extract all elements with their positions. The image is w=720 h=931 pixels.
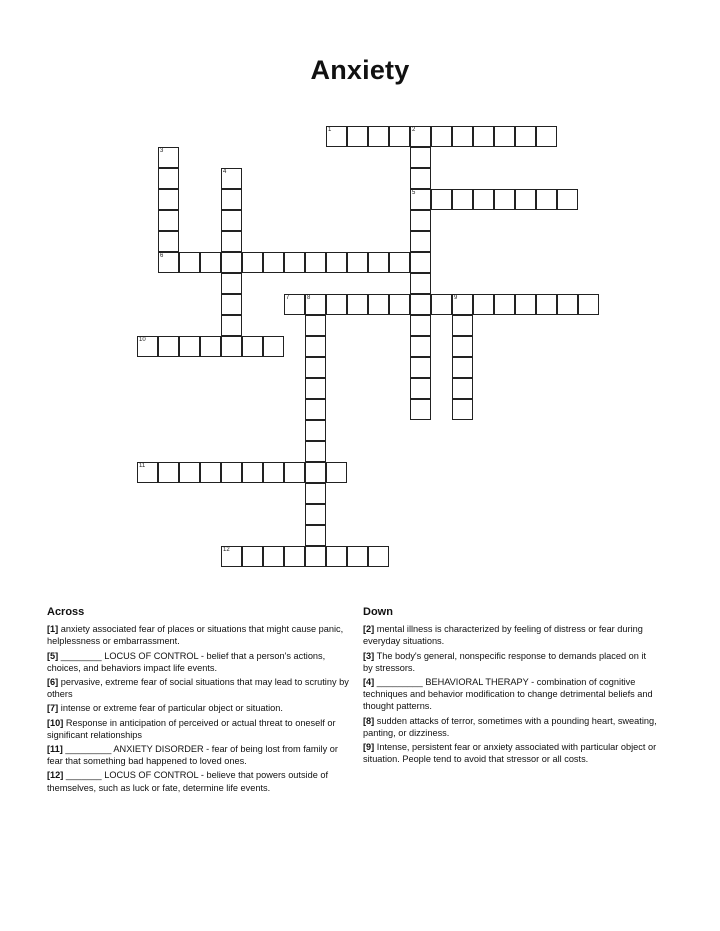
grid-cell[interactable] — [452, 357, 473, 378]
grid-cell[interactable] — [305, 357, 326, 378]
clue-text: anxiety associated fear of places or situations that might cause panic, helplessness or embarrassment. — [47, 624, 344, 647]
cell-number: 2 — [412, 127, 416, 133]
grid-cell[interactable] — [410, 336, 431, 357]
grid-cell-4[interactable] — [221, 168, 242, 189]
grid-cell[interactable] — [326, 294, 347, 315]
grid-cell[interactable] — [158, 210, 179, 231]
grid-cell[interactable] — [242, 252, 263, 273]
clue-number: [5] — [47, 650, 59, 661]
grid-cell[interactable] — [221, 315, 242, 336]
grid-cell[interactable] — [515, 126, 536, 147]
grid-cell[interactable] — [410, 399, 431, 420]
grid-cell-6[interactable] — [158, 252, 179, 273]
grid-cell[interactable] — [431, 189, 452, 210]
grid-cell[interactable] — [347, 294, 368, 315]
grid-cell[interactable] — [179, 462, 200, 483]
grid-cell-11[interactable] — [137, 462, 158, 483]
grid-cell[interactable] — [242, 336, 263, 357]
down-clue-4 — [363, 676, 658, 713]
grid-cell[interactable] — [179, 252, 200, 273]
clue-number: [11] — [47, 744, 63, 755]
grid-cell[interactable] — [368, 252, 389, 273]
cell-number: 8 — [307, 295, 311, 301]
grid-cell[interactable] — [326, 462, 347, 483]
clue-number: [8] — [363, 715, 375, 726]
clue-text: pervasive, extreme fear of social situations that may lead to scrutiny by others — [47, 677, 349, 700]
grid-cell[interactable] — [410, 168, 431, 189]
clue-text: intense or extreme fear of particular object or situation. — [58, 703, 283, 714]
grid-cell[interactable] — [221, 336, 242, 357]
grid-cell[interactable] — [242, 462, 263, 483]
grid-cell[interactable] — [452, 315, 473, 336]
grid-cell[interactable] — [473, 189, 494, 210]
clue-text: _________ ANXIETY DISORDER - fear of being lost from family or fear that something bad happened to loved ones. — [47, 744, 338, 767]
clue-number: [3] — [363, 650, 375, 661]
cell-number: 5 — [412, 190, 416, 196]
across-clue-12 — [47, 769, 352, 793]
cell-number: 4 — [223, 169, 227, 175]
grid-cell[interactable] — [389, 252, 410, 273]
grid-cell[interactable] — [305, 420, 326, 441]
grid-cell-7[interactable] — [284, 294, 305, 315]
grid-cell[interactable] — [578, 294, 599, 315]
grid-cell[interactable] — [200, 336, 221, 357]
grid-cell[interactable] — [200, 462, 221, 483]
cell-number: 7 — [286, 295, 290, 301]
grid-cell-1[interactable] — [326, 126, 347, 147]
cell-number: 3 — [160, 148, 164, 154]
grid-cell[interactable] — [326, 546, 347, 567]
clue-number: [7] — [47, 703, 59, 714]
grid-cell[interactable] — [263, 252, 284, 273]
grid-cell[interactable] — [431, 126, 452, 147]
cell-number: 1 — [328, 127, 332, 133]
grid-cell[interactable] — [179, 336, 200, 357]
grid-cell[interactable] — [347, 546, 368, 567]
grid-cell[interactable] — [410, 231, 431, 252]
across-clue-list — [47, 623, 352, 794]
grid-cell[interactable] — [368, 126, 389, 147]
grid-cell[interactable] — [431, 294, 452, 315]
grid-cell[interactable] — [326, 252, 347, 273]
grid-cell[interactable] — [557, 189, 578, 210]
grid-cell[interactable] — [473, 126, 494, 147]
grid-cell[interactable] — [305, 525, 326, 546]
grid-cell[interactable] — [221, 294, 242, 315]
cell-number: 9 — [454, 295, 458, 301]
grid-cell[interactable] — [368, 546, 389, 567]
grid-cell-5[interactable] — [410, 189, 431, 210]
cell-number: 6 — [160, 253, 164, 259]
grid-cell[interactable] — [473, 294, 494, 315]
grid-cell[interactable] — [557, 294, 578, 315]
grid-cell[interactable] — [536, 189, 557, 210]
down-clue-9 — [363, 741, 658, 765]
clue-number: [12] — [47, 770, 64, 781]
down-clues — [363, 606, 658, 767]
clue-text: The body's general, nonspecific response to demands placed on it by stressors. — [363, 650, 647, 673]
clue-text: mental illness is characterized by feeling of distress or fear during everyday situations. — [363, 624, 643, 647]
grid-cell[interactable] — [305, 462, 326, 483]
grid-cell-3[interactable] — [158, 147, 179, 168]
clue-number: [2] — [363, 624, 375, 635]
grid-cell[interactable] — [452, 189, 473, 210]
grid-cell-12[interactable] — [221, 546, 242, 567]
clue-text: _______ LOCUS OF CONTROL - believe that powers outside of themselves, such as luck or fate, determine life events. — [47, 770, 329, 793]
grid-cell[interactable] — [410, 294, 431, 315]
cell-number: 11 — [139, 463, 146, 469]
grid-cell[interactable] — [305, 399, 326, 420]
grid-cell-9[interactable] — [452, 294, 473, 315]
clue-number: [4] — [363, 677, 375, 688]
across-clue-5 — [47, 650, 352, 674]
grid-cell[interactable] — [284, 252, 305, 273]
grid-cell[interactable] — [305, 378, 326, 399]
grid-cell[interactable] — [305, 441, 326, 462]
clue-text: ________ LOCUS OF CONTROL - belief that a person's actions, choices, and behaviors impact life events. — [47, 650, 326, 673]
grid-cell[interactable] — [305, 504, 326, 525]
grid-cell[interactable] — [263, 462, 284, 483]
clue-text: Intense, persistent fear or anxiety associated with particular object or situation. People tend to avoid that stressor or all costs. — [363, 742, 657, 765]
grid-cell[interactable] — [347, 252, 368, 273]
grid-cell[interactable] — [284, 546, 305, 567]
across-clue-1 — [47, 623, 352, 647]
grid-cell[interactable] — [410, 273, 431, 294]
grid-cell[interactable] — [263, 546, 284, 567]
grid-cell[interactable] — [305, 483, 326, 504]
grid-cell[interactable] — [305, 546, 326, 567]
grid-cell[interactable] — [158, 336, 179, 357]
grid-cell[interactable] — [410, 357, 431, 378]
grid-cell[interactable] — [494, 189, 515, 210]
grid-cell[interactable] — [200, 252, 221, 273]
across-heading: Across — [47, 606, 85, 618]
clue-number: [10] — [47, 717, 64, 728]
across-clues — [47, 606, 352, 796]
down-heading: Down — [363, 606, 393, 618]
grid-cell[interactable] — [158, 189, 179, 210]
grid-cell[interactable] — [242, 546, 263, 567]
grid-cell[interactable] — [494, 126, 515, 147]
grid-cell[interactable] — [515, 294, 536, 315]
grid-cell[interactable] — [305, 252, 326, 273]
cell-number: 10 — [139, 337, 146, 343]
grid-cell[interactable] — [452, 336, 473, 357]
grid-cell[interactable] — [410, 252, 431, 273]
down-clue-2 — [363, 623, 658, 647]
clue-text: _________ BEHAVIORAL THERAPY - combination of cognitive techniques and behavior modification to change detrimental beliefs and thought patterns. — [363, 677, 653, 712]
grid-cell[interactable] — [536, 126, 557, 147]
clue-number: [6] — [47, 677, 59, 688]
grid-cell[interactable] — [410, 210, 431, 231]
down-clue-8 — [363, 715, 658, 739]
cell-number: 12 — [223, 547, 230, 553]
grid-cell[interactable] — [515, 189, 536, 210]
grid-cell[interactable] — [452, 126, 473, 147]
grid-cell[interactable] — [158, 168, 179, 189]
across-clue-11 — [47, 743, 352, 767]
grid-cell[interactable] — [410, 147, 431, 168]
grid-cell[interactable] — [284, 462, 305, 483]
grid-cell[interactable] — [305, 315, 326, 336]
down-clue-list — [363, 623, 658, 765]
puzzle-title: Anxiety — [310, 55, 410, 85]
grid-cell[interactable] — [368, 294, 389, 315]
grid-cell[interactable] — [221, 189, 242, 210]
grid-cell[interactable] — [221, 273, 242, 294]
grid-cell[interactable] — [389, 294, 410, 315]
clue-number: [1] — [47, 624, 59, 635]
grid-cell[interactable] — [305, 336, 326, 357]
clue-text: sudden attacks of terror, sometimes with a pounding heart, sweating, panting, or dizziness. — [363, 715, 657, 738]
grid-cell-2[interactable] — [410, 126, 431, 147]
clue-number: [9] — [363, 742, 375, 753]
grid-cell[interactable] — [221, 252, 242, 273]
grid-cell[interactable] — [389, 126, 410, 147]
grid-cell[interactable] — [536, 294, 557, 315]
grid-cell[interactable] — [347, 126, 368, 147]
across-clue-7 — [47, 702, 352, 714]
grid-cell[interactable] — [494, 294, 515, 315]
clue-text: Response in anticipation of perceived or actual threat to oneself or significant relationships — [47, 717, 336, 740]
across-clue-10 — [47, 717, 352, 741]
grid-cell[interactable] — [263, 336, 284, 357]
across-clue-6 — [47, 676, 352, 700]
down-clue-3 — [363, 650, 658, 674]
grid-cell[interactable] — [221, 231, 242, 252]
grid-cell[interactable] — [221, 210, 242, 231]
grid-cell-10[interactable] — [137, 336, 158, 357]
grid-cell[interactable] — [452, 378, 473, 399]
grid-cell[interactable] — [410, 378, 431, 399]
grid-cell[interactable] — [221, 462, 242, 483]
grid-cell[interactable] — [158, 462, 179, 483]
grid-cell[interactable] — [410, 315, 431, 336]
grid-cell[interactable] — [158, 231, 179, 252]
grid-cell[interactable] — [452, 399, 473, 420]
grid-cell-8[interactable] — [305, 294, 326, 315]
